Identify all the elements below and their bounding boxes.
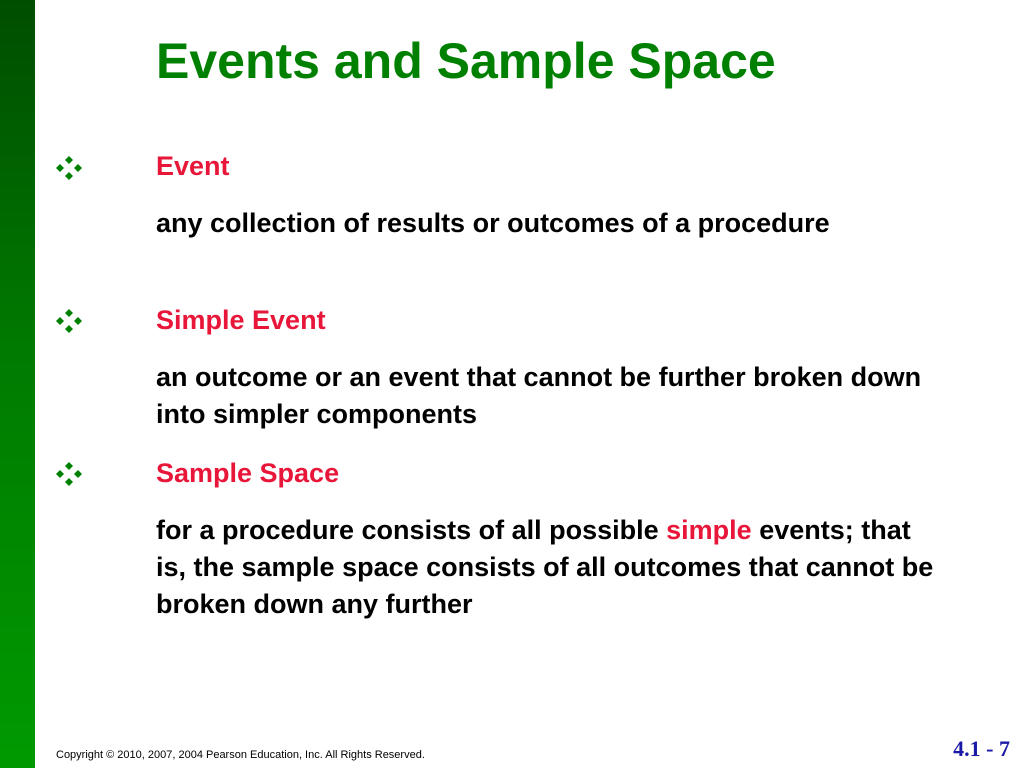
highlight-simple: simple <box>666 515 752 545</box>
side-color-bar <box>0 0 35 768</box>
definition-text: events; that is, the sample space consists of all outcomes that cannot be broken down any further <box>156 515 934 619</box>
definition-event: any collection of results or outcomes of a procedure <box>156 208 830 238</box>
definition-sample-space <box>156 512 946 623</box>
term-sample-space: Sample Space <box>156 458 340 488</box>
definition-simple-event: an outcome or an event that cannot be further broken down into simpler components <box>156 362 922 429</box>
slide-title: Events and Sample Space <box>156 33 776 89</box>
term-simple-event: Simple Event <box>156 305 326 335</box>
copyright-notice: Copyright © 2010, 2007, 2004 Pearson Education, Inc. All Rights Reserved. <box>56 749 425 761</box>
term-event: Event <box>156 151 230 181</box>
four-diamond-bullet-icon <box>56 462 86 486</box>
slide-number: 4.1 - 7 <box>953 736 1010 761</box>
four-diamond-bullet-icon <box>56 156 86 180</box>
four-diamond-bullet-icon <box>56 309 86 333</box>
definition-text: for a procedure consists of all possible <box>156 515 667 545</box>
